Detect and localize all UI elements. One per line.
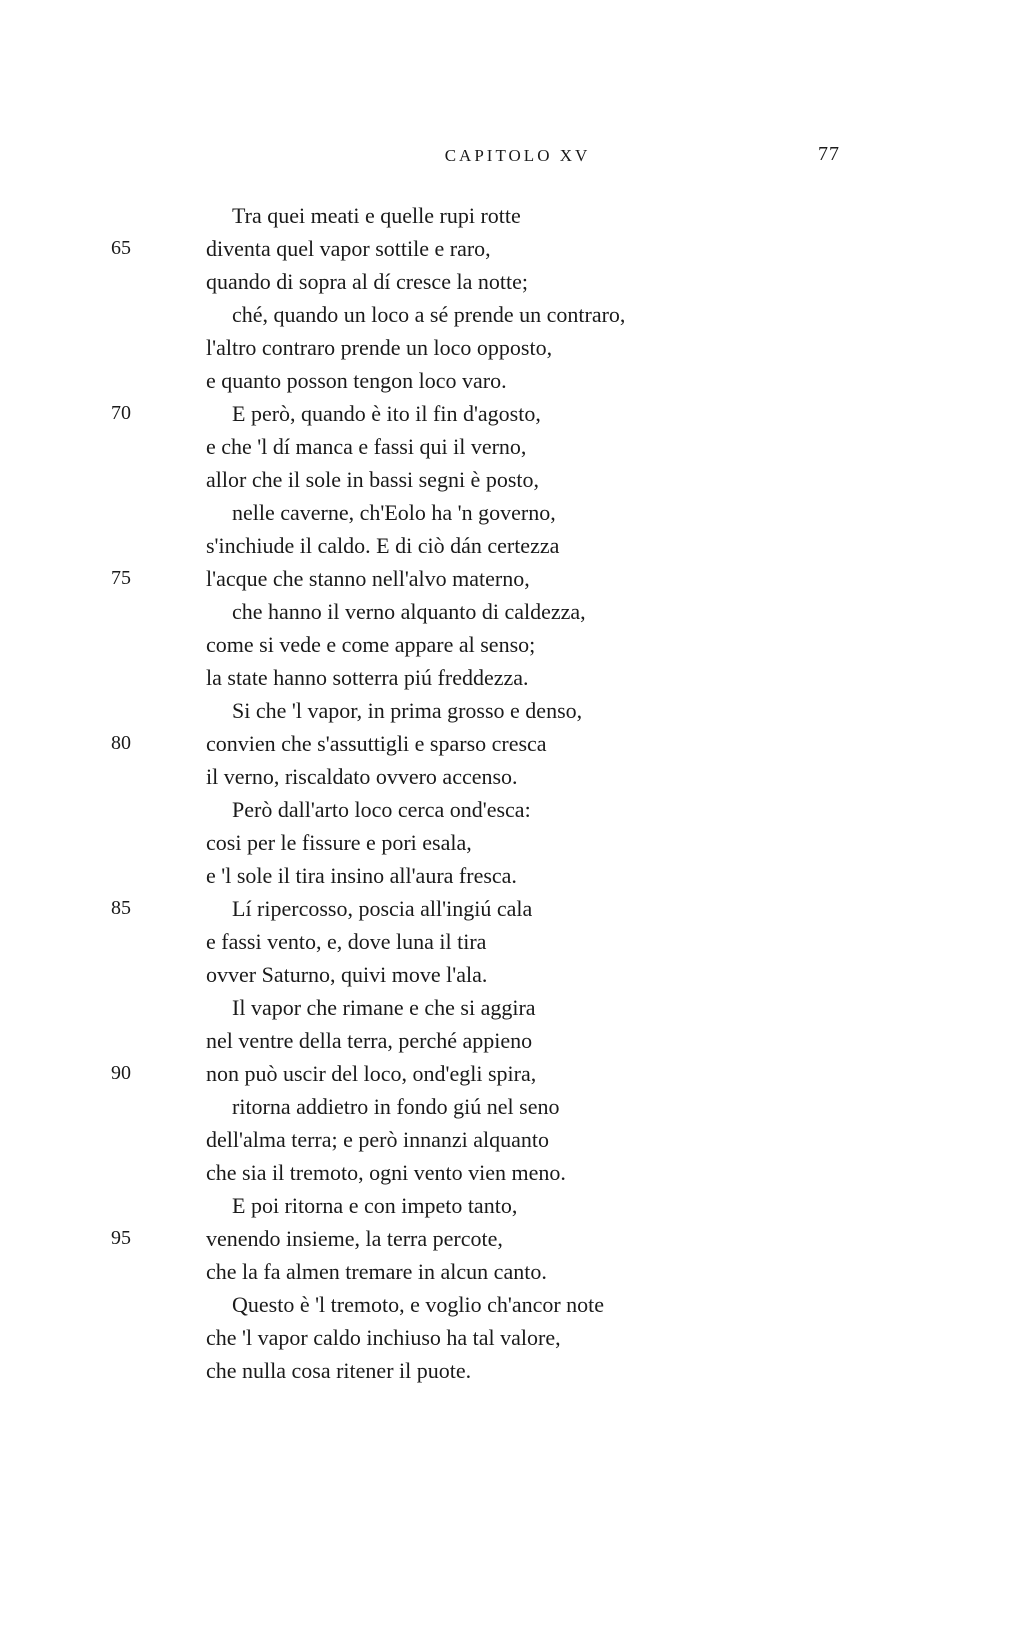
verse-text: non può uscir del loco, ond'egli spira, xyxy=(206,1061,537,1086)
verse-line xyxy=(0,331,1015,364)
verse-line xyxy=(0,859,1015,892)
verse-line xyxy=(0,232,1015,265)
verse-text: E poi ritorna e con impeto tanto, xyxy=(232,1193,518,1218)
verse-text: dell'alma terra; e però innanzi alquanto xyxy=(206,1127,549,1152)
verse-line xyxy=(0,562,1015,595)
verse-line xyxy=(0,1090,1015,1123)
verse-text: Questo è 'l tremoto, e voglio ch'ancor note xyxy=(232,1292,605,1317)
verse-line xyxy=(0,925,1015,958)
line-number: 65 xyxy=(111,237,131,259)
verse-text: s'inchiude il caldo. E di ciò dán certezza xyxy=(206,533,560,558)
verse-line xyxy=(0,298,1015,331)
verse-text: e 'l sole il tira insino all'aura fresca. xyxy=(206,863,517,888)
line-number: 85 xyxy=(111,897,131,919)
verse-text: ritorna addietro in fondo giú nel seno xyxy=(232,1094,560,1119)
verse-text: cosi per le fissure e pori esala, xyxy=(206,830,472,855)
verse-line xyxy=(0,529,1015,562)
verse-text: nelle caverne, ch'Eolo ha 'n governo, xyxy=(232,500,556,525)
verse-text: e fassi vento, e, dove luna il tira xyxy=(206,929,487,954)
verse-text: venendo insieme, la terra percote, xyxy=(206,1226,503,1251)
page-number: 77 xyxy=(818,143,840,165)
verse-line xyxy=(0,397,1015,430)
verse-line xyxy=(0,430,1015,463)
verse-text: che la fa almen tremare in alcun canto. xyxy=(206,1259,547,1284)
verse-line xyxy=(0,826,1015,859)
verse-line xyxy=(0,1024,1015,1057)
verse-text: diventa quel vapor sottile e raro, xyxy=(206,236,491,261)
line-number: 75 xyxy=(111,567,131,589)
verse-line xyxy=(0,628,1015,661)
line-number: 95 xyxy=(111,1227,131,1249)
verse-line xyxy=(0,727,1015,760)
verse-line xyxy=(0,199,1015,232)
verse-line xyxy=(0,793,1015,826)
verse-text: l'acque che stanno nell'alvo materno, xyxy=(206,566,530,591)
verse-text: che 'l vapor caldo inchiuso ha tal valore, xyxy=(206,1325,561,1350)
verse-text: e che 'l dí manca e fassi qui il verno, xyxy=(206,434,527,459)
verse-line xyxy=(0,1156,1015,1189)
poem-text-block xyxy=(0,199,1015,1387)
verse-line xyxy=(0,496,1015,529)
verse-text: e quanto posson tengon loco varo. xyxy=(206,368,507,393)
verse-line xyxy=(0,595,1015,628)
verse-text: Tra quei meati e quelle rupi rotte xyxy=(232,203,521,228)
verse-text: quando di sopra al dí cresce la notte; xyxy=(206,269,528,294)
verse-text: che sia il tremoto, ogni vento vien meno. xyxy=(206,1160,566,1185)
verse-line xyxy=(0,661,1015,694)
verse-line xyxy=(0,1123,1015,1156)
verse-text: ché, quando un loco a sé prende un contraro, xyxy=(232,302,626,327)
verse-text: il verno, riscaldato ovvero accenso. xyxy=(206,764,518,789)
running-title: CAPITOLO XV xyxy=(444,146,591,165)
verse-text: Il vapor che rimane e che si aggira xyxy=(232,995,536,1020)
verse-line xyxy=(0,1255,1015,1288)
verse-line xyxy=(0,364,1015,397)
verse-text: E però, quando è ito il fin d'agosto, xyxy=(232,401,541,426)
verse-line xyxy=(0,1321,1015,1354)
verse-line xyxy=(0,958,1015,991)
verse-line xyxy=(0,694,1015,727)
verse-line xyxy=(0,1189,1015,1222)
verse-line xyxy=(0,760,1015,793)
verse-line xyxy=(0,1354,1015,1387)
line-number: 90 xyxy=(111,1062,131,1084)
verse-line xyxy=(0,265,1015,298)
verse-text: come si vede e come appare al senso; xyxy=(206,632,536,657)
verse-text: ovver Saturno, quivi move l'ala. xyxy=(206,962,488,987)
verse-line xyxy=(0,1222,1015,1255)
verse-text: convien che s'assuttigli e sparso cresca xyxy=(206,731,547,756)
verse-text: allor che il sole in bassi segni è posto, xyxy=(206,467,539,492)
line-number: 70 xyxy=(111,402,131,424)
verse-line xyxy=(0,463,1015,496)
verse-text: Si che 'l vapor, in prima grosso e denso, xyxy=(232,698,583,723)
verse-text: che nulla cosa ritener il puote. xyxy=(206,1358,472,1383)
verse-line xyxy=(0,1288,1015,1321)
verse-text: la state hanno sotterra piú freddezza. xyxy=(206,665,529,690)
verse-text: nel ventre della terra, perché appieno xyxy=(206,1028,533,1053)
line-number: 80 xyxy=(111,732,131,754)
verse-text: Lí ripercosso, poscia all'ingiú cala xyxy=(232,896,533,921)
verse-text: che hanno il verno alquanto di caldezza, xyxy=(232,599,586,624)
verse-line xyxy=(0,991,1015,1024)
verse-text: Però dall'arto loco cerca ond'esca: xyxy=(232,797,531,822)
verse-text: l'altro contraro prende un loco opposto, xyxy=(206,335,553,360)
verse-line xyxy=(0,1057,1015,1090)
verse-line xyxy=(0,892,1015,925)
